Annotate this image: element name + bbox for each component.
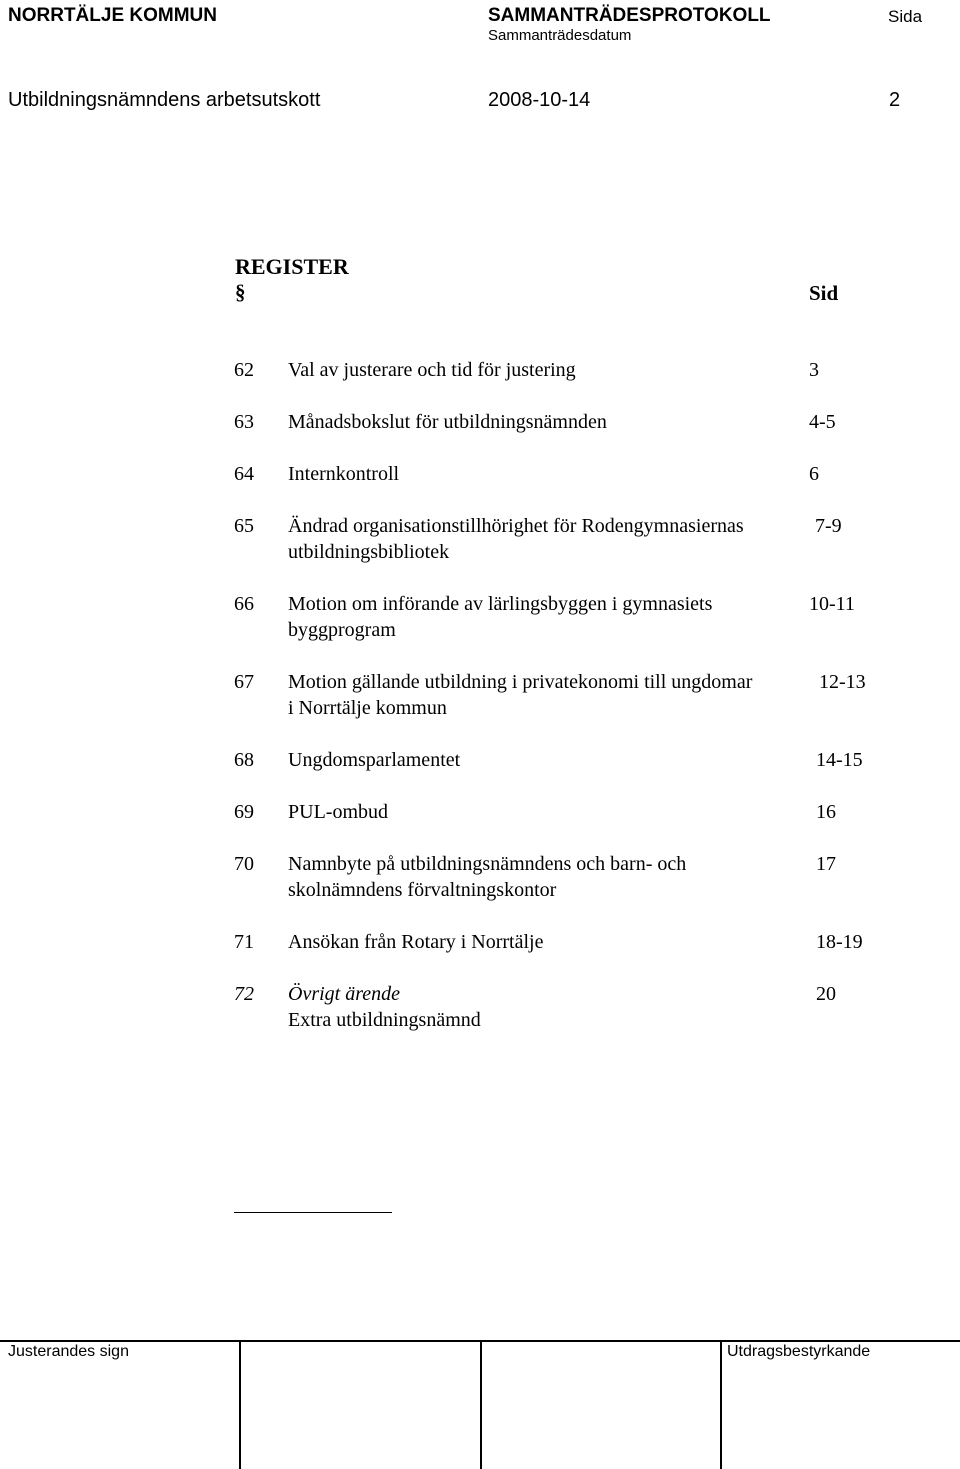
page-number: 2 <box>889 89 901 111</box>
entry-page: 3 <box>809 359 819 381</box>
entry-number: 69 <box>234 801 254 823</box>
signature-line <box>234 1212 392 1213</box>
entry-page: 14-15 <box>816 749 863 771</box>
entry-title-continued: utbildningsbibliotek <box>288 541 450 563</box>
entry-title: Ungdomsparlamentet <box>288 749 461 771</box>
date-label: Sammanträdesdatum <box>488 27 632 44</box>
entry-page: 16 <box>816 801 836 823</box>
page-column-header: Sid <box>809 281 839 305</box>
entry-title-continued: byggprogram <box>288 619 396 641</box>
entry-title: Internkontroll <box>288 463 400 485</box>
entry-page: 17 <box>816 853 836 875</box>
entry-title: Motion gällande utbildning i privatekonomi till ungdomar <box>288 671 753 693</box>
entry-number: 71 <box>234 931 254 953</box>
entry-page: 10-11 <box>809 593 855 615</box>
page-label: Sida <box>888 7 923 26</box>
entry-page: 12-13 <box>819 671 866 693</box>
justerandes-sign-label: Justerandes sign <box>8 1343 129 1360</box>
section-symbol: § <box>235 280 246 304</box>
committee-name: Utbildningsnämndens arbetsutskott <box>8 89 321 111</box>
entry-number: 68 <box>234 749 254 771</box>
entry-title-continued: i Norrtälje kommun <box>288 697 447 719</box>
entry-title-continued: skolnämndens förvaltningskontor <box>288 879 557 901</box>
entry-number: 72 <box>234 983 254 1005</box>
entry-number: 65 <box>234 515 254 537</box>
entry-page: 4-5 <box>809 411 836 433</box>
entry-number: 66 <box>234 593 254 615</box>
entry-number: 70 <box>234 853 254 875</box>
meeting-date: 2008-10-14 <box>488 89 591 111</box>
entry-title: Ansökan från Rotary i Norrtälje <box>288 931 544 953</box>
entry-number: 67 <box>234 671 254 693</box>
entry-title: Val av justerare och tid för justering <box>288 359 576 381</box>
entry-page: 18-19 <box>816 931 863 953</box>
document-type: SAMMANTRÄDESPROTOKOLL <box>488 5 771 26</box>
municipality-name: NORRTÄLJE KOMMUN <box>8 5 217 26</box>
entry-title: Övrigt ärende <box>288 983 401 1005</box>
entry-title: Motion om införande av lärlingsbyggen i gymnasiets <box>288 593 713 615</box>
entry-page: 20 <box>816 983 836 1005</box>
entry-title: PUL-ombud <box>288 801 388 823</box>
entry-page: 7-9 <box>815 515 842 537</box>
utdragsbestyrkande-label: Utdragsbestyrkande <box>727 1343 871 1360</box>
footer-divider <box>239 1340 241 1469</box>
entry-title: Ändrad organisationstillhörighet för Rodengymnasiernas <box>288 515 744 537</box>
entry-title-continued: Extra utbildningsnämnd <box>288 1009 481 1031</box>
footer-divider <box>480 1340 482 1469</box>
entry-number: 64 <box>234 463 254 485</box>
entry-title: Namnbyte på utbildningsnämndens och barn- och <box>288 853 687 875</box>
entry-title: Månadsbokslut för utbildningsnämnden <box>288 411 607 433</box>
footer-divider <box>720 1340 722 1469</box>
register-title: REGISTER <box>235 254 349 279</box>
entry-number: 62 <box>234 359 254 381</box>
entry-page: 6 <box>809 463 819 485</box>
entry-number: 63 <box>234 411 254 433</box>
